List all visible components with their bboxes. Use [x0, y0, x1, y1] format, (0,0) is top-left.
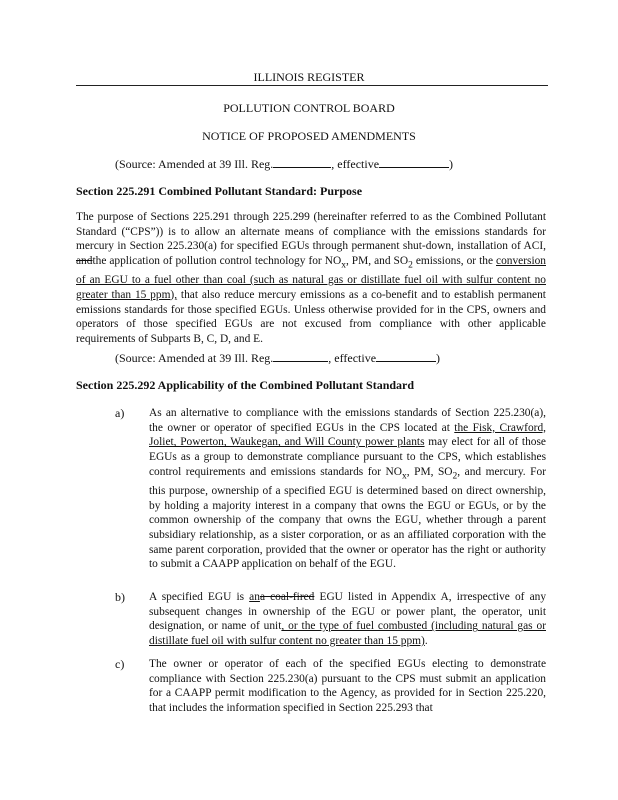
source-note-2: (Source: Amended at 39 Ill. Reg. , effective ) [115, 351, 441, 365]
header-rule [76, 85, 548, 86]
item-b-label: b) [115, 590, 125, 604]
item-c-text: The owner or operator of each of the specified EGUs electing to demonstrate compliance with Section 225.230(a) pursuant to the CPS must submit an application for a CAAPP permit modification to the Agency, as provided for in Section 225.220, that includes the information specified in Section 225.293 that [149, 658, 546, 715]
section-heading-225-291: Section 225.291 Combined Pollutant Standard: Purpose [76, 184, 363, 198]
item-c-label: c) [115, 657, 125, 671]
purpose-paragraph: The purpose of Sections 225.291 through 225.299 (hereinafter referred to as the Combined Pollutant Standard (“CPS”)) is to allow an alternate means of compliance with the emissions standards for mercury in Section 225.230(a) for specified EGUs through permanent shut-down, installation of ACI, andthe application of pollution control technology for $NO_x$, PM, and $SO_2$ emissions, or the conversion of an EGU to a fuel other than coal (such as natural gas or distillate fuel oil with sulfur content no greater than 15 ppm), that also reduce mercury emissions as a co-benefit and to establish permanent emissions standards for those specified EGUs. Unless otherwise provided for in the CPS, owners and operators of those specified EGUs are not excused from compliance with other applicable requirements of Subparts B, C, D, and E. [76, 211, 546, 345]
source-note-1: (Source: Amended at 39 Ill. Reg. , effective ) [115, 157, 454, 171]
notice-title: NOTICE OF PROPOSED AMENDMENTS [202, 129, 416, 143]
item-a-label: a) [115, 406, 125, 420]
item-a-text: As an alternative to compliance with the emissions standards of Section 225.230(a), the owner or operator of specified EGUs in the CPS located at the Fisk, Crawford, Joliet, Powerton, Waukegan, and Will County power plants may elect for all of those EGUs as a group to demonstrate compliance pursuant to the CPS, which establishes control requirements and emissions standards for $NO_x$, PM, $SO_2$, and mercury. For this purpose, ownership of a specified EGU is determined based on direct ownership, by holding a majority interest in a company that owns the EGU or EGUs, or by the common ownership of the company that owns the EGU, whether through a parent subsidiary relationship, as a sister corporation, or as an affiliated corporation with the same parent corporation, provided that the owner or operator has the right or authority to submit a CAAPP application on behalf of the EGU. [149, 407, 547, 571]
section-heading-225-292: Section 225.292 Applicability of the Combined Pollutant Standard [76, 378, 415, 392]
item-b-text: A specified EGU is ana coal-fired EGU listed in Appendix A, irrespective of any subsequent changes in ownership of the EGU or power plant, the operator, unit designation, or name of unit, or the type of fuel combusted (including natural gas or distillate fuel oil with sulfur content no greater than 15 ppm). [149, 591, 547, 648]
register-title: ILLINOIS REGISTER [253, 70, 365, 84]
board-title: POLLUTION CONTROL BOARD [223, 101, 395, 115]
